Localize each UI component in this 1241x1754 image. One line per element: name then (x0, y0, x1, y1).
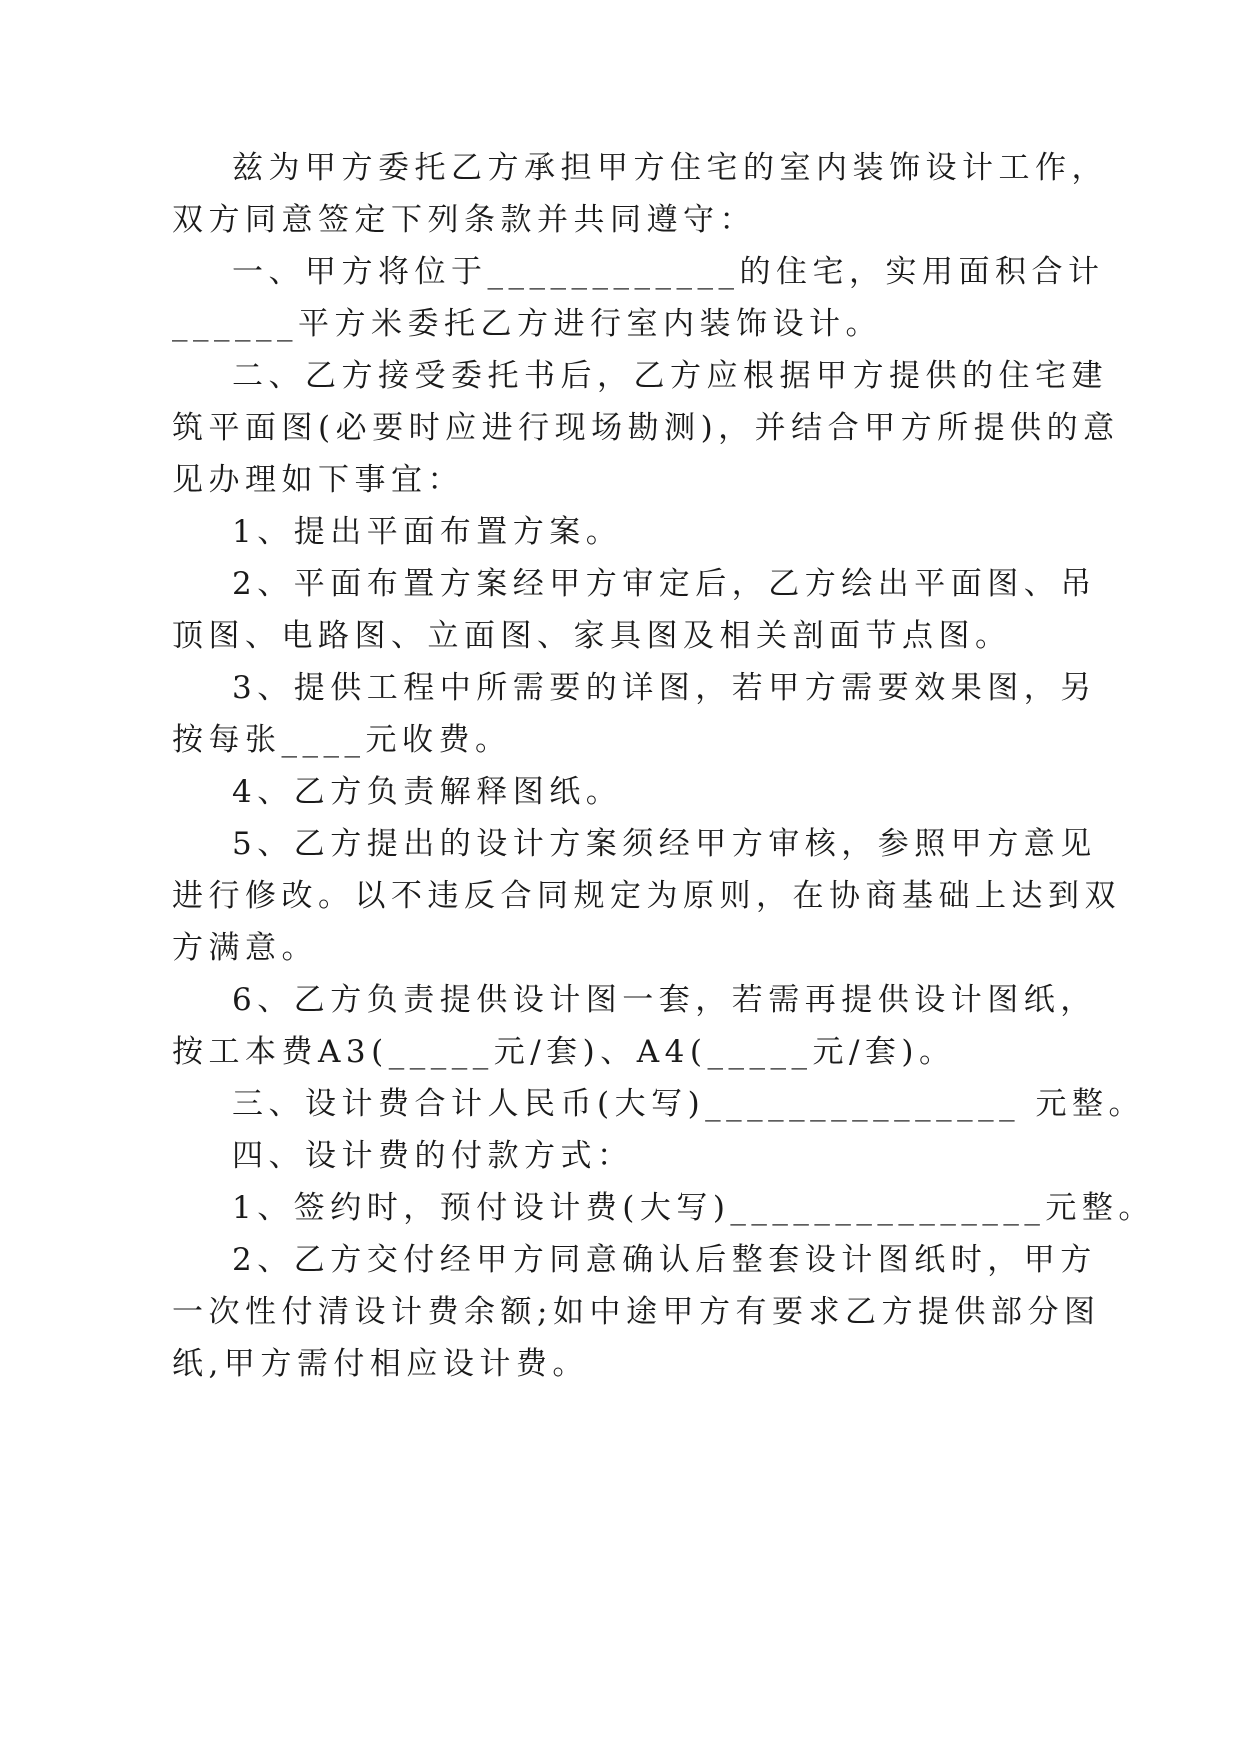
text-line-3: 一、甲方将位于____________的住宅，实用面积合计 (232, 254, 1105, 290)
text-line-5: 二、乙方接受委托书后，乙方应根据甲方提供的住宅建 (232, 358, 1108, 394)
text-line-6: 筑平面图(必要时应进行现场勘测)，并结合甲方所提供的意 (172, 410, 1120, 446)
text-line-20: 四、设计费的付款方式： (232, 1138, 634, 1174)
text-line-21: 1、签约时，预付设计费(大写)_______________元整。 (232, 1190, 1155, 1226)
text-line-19: 三、设计费合计人民币(大写)_______________ 元整。 (232, 1086, 1146, 1122)
text-line-18: 按工本费A3(_____元/套)、A4(_____元/套)。 (172, 1034, 956, 1070)
text-line-15: 进行修改。以不违反合同规定为原则，在协商基础上达到双 (172, 878, 1121, 914)
text-line-10: 顶图、电路图、立面图、家具图及相关剖面节点图。 (172, 618, 1012, 654)
text-line-4: ______平方米委托乙方进行室内装饰设计。 (172, 306, 882, 342)
text-line-14: 5、乙方提出的设计方案须经甲方审核，参照甲方意见 (232, 826, 1097, 862)
text-line-24: 纸,甲方需付相应设计费。 (172, 1346, 589, 1382)
text-line-13: 4、乙方负责解释图纸。 (232, 774, 623, 810)
text-line-16: 方满意。 (172, 930, 318, 966)
text-line-8: 1、提出平面布置方案。 (232, 514, 623, 550)
text-line-12: 按每张____元收费。 (172, 722, 512, 758)
text-line-17: 6、乙方负责提供设计图一套，若需再提供设计图纸， (232, 982, 1097, 1018)
text-line-2: 双方同意签定下列条款并共同遵守： (172, 202, 756, 238)
text-line-23: 一次性付清设计费余额;如中途甲方有要求乙方提供部分图 (172, 1294, 1101, 1330)
text-line-1: 兹为甲方委托乙方承担甲方住宅的室内装饰设计工作， (232, 150, 1108, 186)
text-line-22: 2、乙方交付经甲方同意确认后整套设计图纸时，甲方 (232, 1242, 1097, 1278)
text-line-7: 见办理如下事宜： (172, 462, 464, 498)
text-line-11: 3、提供工程中所需要的详图，若甲方需要效果图，另 (232, 670, 1097, 706)
text-line-9: 2、平面布置方案经甲方审定后，乙方绘出平面图、吊 (232, 566, 1097, 602)
